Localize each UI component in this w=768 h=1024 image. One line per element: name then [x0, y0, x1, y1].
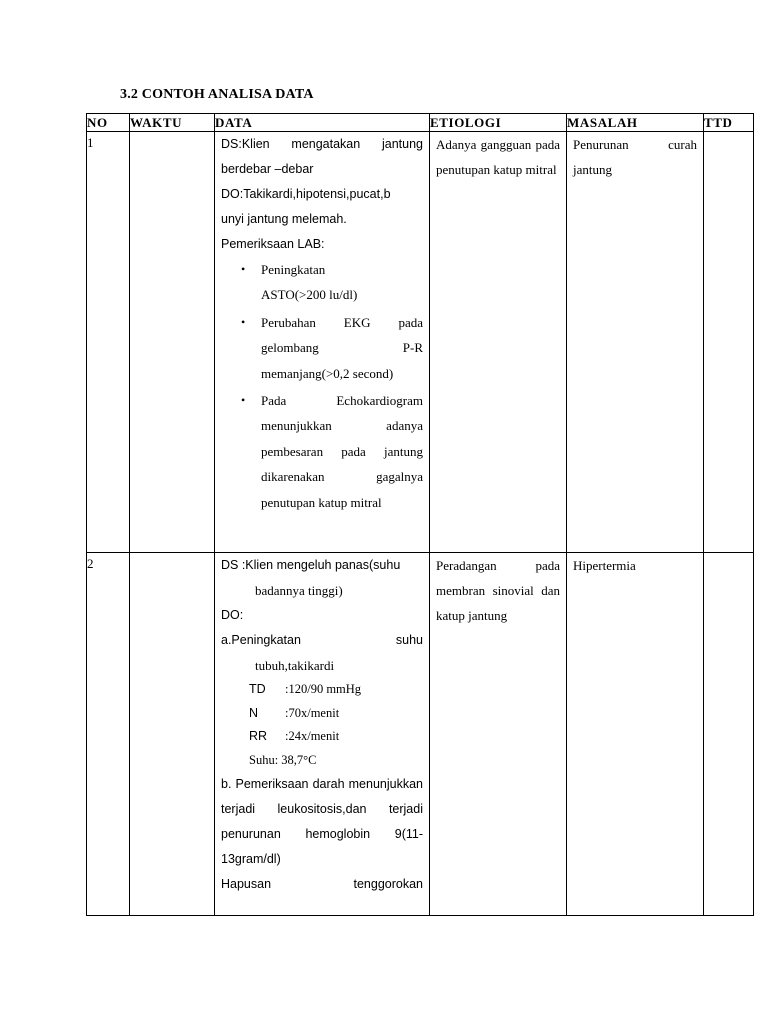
table-header-row [87, 114, 754, 132]
bullet-icon: • [241, 262, 246, 276]
section-title: 3.2 CONTOH ANALISA DATA [120, 87, 314, 102]
ds-line: badannya tinggi) [255, 583, 343, 598]
cell-waktu [130, 132, 215, 553]
vital-td: TD :120/90 mmHg [249, 682, 362, 696]
ds-line: DS:Klien mengatakan jantung [221, 137, 423, 151]
blood-exam-text: b. Pemeriksaan darah menunjukkan terjadi leukositosis,dan terjadi penurunan hemoglobin 9(11-13gram/dl) [221, 777, 423, 866]
do-line: unyi jantung melemah. [221, 212, 347, 226]
cell-masalah: Penurunan curah jantung [567, 132, 704, 553]
do-line: a.Peningkatan suhu [221, 633, 423, 647]
analysis-table [86, 113, 754, 916]
cell-no: 1 [87, 132, 130, 553]
header-data: DATA [215, 114, 430, 132]
cell-data [215, 553, 430, 916]
cell-ttd [704, 132, 754, 553]
vital-n: N :70x/menit [249, 705, 340, 720]
header-masalah: MASALAH [567, 114, 704, 132]
header-etiologi: ETIOLOGI [430, 114, 567, 132]
cell-waktu [130, 553, 215, 916]
table-row [87, 132, 754, 553]
ds-line: DS :Klien mengeluh panas(suhu [221, 558, 401, 572]
do-line: DO:Takikardi,hipotensi,pucat,b [221, 187, 391, 201]
list-item: • Perubahan EKG pada gelombang P-R memanjang(>0,2 second) [261, 310, 423, 386]
header-no: NO [87, 114, 130, 132]
bullet-icon: • [241, 314, 246, 329]
cell-no: 2 [87, 553, 130, 916]
lab-label: Pemeriksaan LAB: [221, 237, 325, 251]
cell-etiologi: Adanya gangguan pada penutupan katup mitral [430, 132, 567, 553]
list-item: • Pada Echokardiogram menunjukkan adanya pembesaran pada jantung dikarenakan gagalnya penutupan katup mitral [261, 388, 423, 515]
bullet-icon: • [241, 393, 246, 408]
table-row [87, 553, 754, 916]
header-ttd: TTD [704, 114, 754, 132]
vital-suhu: Suhu: 38,7°C [249, 752, 317, 767]
do-line: tubuh,takikardi [255, 658, 335, 673]
throat-swab-text: Hapusan tenggorokan [221, 877, 423, 891]
cell-ttd [704, 553, 754, 916]
ds-line: berdebar –debar [221, 162, 314, 176]
cell-masalah: Hipertermia [567, 553, 704, 916]
cell-data [215, 132, 430, 553]
do-label: DO: [221, 608, 244, 622]
list-item: • Peningkatan ASTO(>200 lu/dl) [261, 257, 423, 308]
vital-rr: RR :24x/menit [249, 729, 340, 743]
header-waktu: WAKTU [130, 114, 215, 132]
cell-etiologi: Peradangan pada membran sinovial dan katup jantung [430, 553, 567, 916]
